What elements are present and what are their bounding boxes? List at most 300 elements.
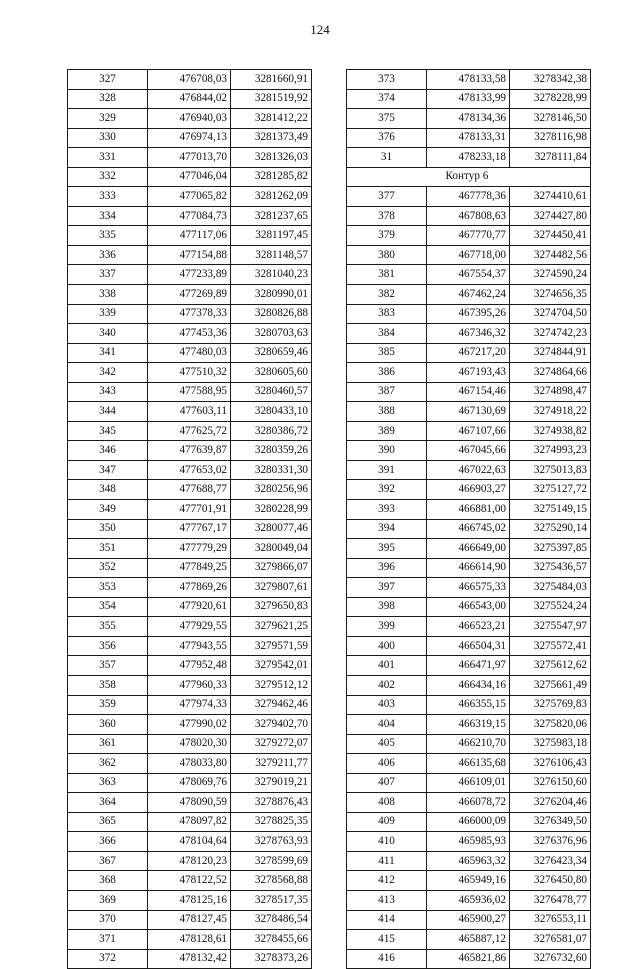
x-coordinate: 465821,86 (427, 949, 510, 969)
point-number: 331 (68, 148, 148, 168)
y-coordinate: 3274427,80 (510, 206, 591, 226)
x-coordinate: 478033,80 (148, 754, 231, 774)
table-row (347, 265, 591, 285)
point-number: 359 (68, 695, 148, 715)
point-number: 332 (68, 167, 148, 187)
point-number: 363 (68, 773, 148, 793)
table-row (347, 187, 591, 207)
point-number: 345 (68, 421, 148, 441)
point-number: 410 (347, 832, 427, 852)
x-coordinate: 477233,89 (148, 265, 231, 285)
table-row (347, 793, 591, 813)
y-coordinate: 3280826,88 (231, 304, 312, 324)
table-row (68, 617, 312, 637)
table-row (347, 128, 591, 148)
x-coordinate: 467718,00 (427, 245, 510, 265)
point-number: 352 (68, 558, 148, 578)
x-coordinate: 478128,61 (148, 930, 231, 950)
x-coordinate: 477849,25 (148, 558, 231, 578)
point-number: 389 (347, 421, 427, 441)
y-coordinate: 3274938,82 (510, 421, 591, 441)
point-number: 348 (68, 480, 148, 500)
point-number: 351 (68, 539, 148, 559)
x-coordinate: 477588,95 (148, 382, 231, 402)
point-number: 31 (347, 148, 427, 168)
point-number: 373 (347, 70, 427, 90)
point-number: 393 (347, 500, 427, 520)
x-coordinate: 477084,73 (148, 206, 231, 226)
table-row (347, 675, 591, 695)
x-coordinate: 477869,26 (148, 578, 231, 598)
table-row (68, 441, 312, 461)
x-coordinate: 467045,66 (427, 441, 510, 461)
y-coordinate: 3278825,35 (231, 812, 312, 832)
contour-header-row (347, 167, 591, 187)
y-coordinate: 3275820,06 (510, 715, 591, 735)
y-coordinate: 3275572,41 (510, 636, 591, 656)
point-number: 372 (68, 949, 148, 969)
y-coordinate: 3275149,15 (510, 500, 591, 520)
table-row (68, 285, 312, 305)
x-coordinate: 466434,16 (427, 675, 510, 695)
table-row (347, 930, 591, 950)
x-coordinate: 477117,06 (148, 226, 231, 246)
x-coordinate: 466078,72 (427, 793, 510, 813)
table-row (68, 832, 312, 852)
x-coordinate: 466614,90 (427, 558, 510, 578)
x-coordinate: 467107,66 (427, 421, 510, 441)
x-coordinate: 466575,33 (427, 578, 510, 598)
x-coordinate: 477639,87 (148, 441, 231, 461)
point-number: 381 (347, 265, 427, 285)
table-row (68, 265, 312, 285)
point-number: 377 (347, 187, 427, 207)
table-row (68, 70, 312, 90)
y-coordinate: 3274704,50 (510, 304, 591, 324)
point-number: 355 (68, 617, 148, 637)
y-coordinate: 3280049,04 (231, 539, 312, 559)
coordinates-table-left (67, 69, 312, 969)
point-number: 415 (347, 930, 427, 950)
y-coordinate: 3276423,34 (510, 851, 591, 871)
table-row (68, 773, 312, 793)
y-coordinate: 3278373,26 (231, 949, 312, 969)
y-coordinate: 3278486,54 (231, 910, 312, 930)
table-row (68, 304, 312, 324)
y-coordinate: 3275013,83 (510, 460, 591, 480)
x-coordinate: 477603,11 (148, 402, 231, 422)
y-coordinate: 3274482,56 (510, 245, 591, 265)
x-coordinate: 477625,72 (148, 421, 231, 441)
y-coordinate: 3281148,57 (231, 245, 312, 265)
y-coordinate: 3278228,99 (510, 89, 591, 109)
x-coordinate: 477480,03 (148, 343, 231, 363)
y-coordinate: 3279272,07 (231, 734, 312, 754)
contour-empty-cell (347, 167, 427, 187)
point-number: 370 (68, 910, 148, 930)
y-coordinate: 3278342,38 (510, 70, 591, 90)
point-number: 349 (68, 500, 148, 520)
table-row (347, 245, 591, 265)
x-coordinate: 467778,36 (427, 187, 510, 207)
x-coordinate: 466471,97 (427, 656, 510, 676)
table-row (68, 519, 312, 539)
x-coordinate: 477013,70 (148, 148, 231, 168)
x-coordinate: 478020,30 (148, 734, 231, 754)
table-row (68, 910, 312, 930)
x-coordinate: 467130,69 (427, 402, 510, 422)
y-coordinate: 3275769,83 (510, 695, 591, 715)
point-number: 384 (347, 324, 427, 344)
table-row (347, 304, 591, 324)
x-coordinate: 476844,02 (148, 89, 231, 109)
x-coordinate: 477653,02 (148, 460, 231, 480)
table-row (68, 89, 312, 109)
point-number: 360 (68, 715, 148, 735)
x-coordinate: 467154,46 (427, 382, 510, 402)
point-number: 403 (347, 695, 427, 715)
x-coordinate: 477779,29 (148, 539, 231, 559)
table-row (68, 636, 312, 656)
y-coordinate: 3278517,35 (231, 890, 312, 910)
table-row (68, 167, 312, 187)
point-number: 339 (68, 304, 148, 324)
y-coordinate: 3280331,30 (231, 460, 312, 480)
y-coordinate: 3274410,61 (510, 187, 591, 207)
table-row (347, 578, 591, 598)
y-coordinate: 3280460,57 (231, 382, 312, 402)
y-coordinate: 3279621,25 (231, 617, 312, 637)
coordinates-table-right (346, 69, 591, 969)
table-row (68, 343, 312, 363)
point-number: 358 (68, 675, 148, 695)
table-row (347, 715, 591, 735)
table-row (347, 695, 591, 715)
x-coordinate: 477960,33 (148, 675, 231, 695)
x-coordinate: 477065,82 (148, 187, 231, 207)
x-coordinate: 477929,55 (148, 617, 231, 637)
point-number: 391 (347, 460, 427, 480)
point-number: 374 (347, 89, 427, 109)
y-coordinate: 3280990,01 (231, 285, 312, 305)
x-coordinate: 476974,13 (148, 128, 231, 148)
x-coordinate: 478133,31 (427, 128, 510, 148)
table-row (68, 930, 312, 950)
table-row (68, 245, 312, 265)
point-number: 380 (347, 245, 427, 265)
y-coordinate: 3281373,49 (231, 128, 312, 148)
y-coordinate: 3276478,77 (510, 890, 591, 910)
y-coordinate: 3276732,60 (510, 949, 591, 969)
table-row (68, 382, 312, 402)
y-coordinate: 3276450,80 (510, 871, 591, 891)
x-coordinate: 477046,04 (148, 167, 231, 187)
y-coordinate: 3276376,96 (510, 832, 591, 852)
y-coordinate: 3281237,65 (231, 206, 312, 226)
x-coordinate: 477974,33 (148, 695, 231, 715)
point-number: 402 (347, 675, 427, 695)
point-number: 330 (68, 128, 148, 148)
point-number: 346 (68, 441, 148, 461)
table-row (68, 128, 312, 148)
point-number: 354 (68, 597, 148, 617)
y-coordinate: 3274993,23 (510, 441, 591, 461)
x-coordinate: 465936,02 (427, 890, 510, 910)
x-coordinate: 478069,76 (148, 773, 231, 793)
x-coordinate: 466543,00 (427, 597, 510, 617)
x-coordinate: 467022,63 (427, 460, 510, 480)
point-number: 398 (347, 597, 427, 617)
x-coordinate: 466355,15 (427, 695, 510, 715)
point-number: 408 (347, 793, 427, 813)
point-number: 405 (347, 734, 427, 754)
table-row (347, 70, 591, 90)
y-coordinate: 3281262,09 (231, 187, 312, 207)
table-row (347, 539, 591, 559)
table-row (68, 539, 312, 559)
y-coordinate: 3278599,69 (231, 851, 312, 871)
y-coordinate: 3276581,07 (510, 930, 591, 950)
table-row (68, 578, 312, 598)
point-number: 365 (68, 812, 148, 832)
x-coordinate: 466504,31 (427, 636, 510, 656)
y-coordinate: 3279402,70 (231, 715, 312, 735)
table-row (68, 793, 312, 813)
table-row (347, 500, 591, 520)
point-number: 342 (68, 363, 148, 383)
x-coordinate: 465887,12 (427, 930, 510, 950)
x-coordinate: 466210,70 (427, 734, 510, 754)
table-row (68, 715, 312, 735)
y-coordinate: 3275436,57 (510, 558, 591, 578)
point-number: 344 (68, 402, 148, 422)
x-coordinate: 465949,16 (427, 871, 510, 891)
point-number: 327 (68, 70, 148, 90)
point-number: 350 (68, 519, 148, 539)
table-row (68, 109, 312, 129)
y-coordinate: 3279650,83 (231, 597, 312, 617)
x-coordinate: 477952,48 (148, 656, 231, 676)
table-row (68, 421, 312, 441)
y-coordinate: 3276553,11 (510, 910, 591, 930)
point-number: 379 (347, 226, 427, 246)
x-coordinate: 478134,36 (427, 109, 510, 129)
y-coordinate: 3275484,03 (510, 578, 591, 598)
y-coordinate: 3275661,49 (510, 675, 591, 695)
y-coordinate: 3281197,45 (231, 226, 312, 246)
x-coordinate: 467395,26 (427, 304, 510, 324)
y-coordinate: 3276204,46 (510, 793, 591, 813)
point-number: 382 (347, 285, 427, 305)
y-coordinate: 3280359,26 (231, 441, 312, 461)
y-coordinate: 3280256,96 (231, 480, 312, 500)
x-coordinate: 478122,52 (148, 871, 231, 891)
table-row (347, 519, 591, 539)
table-row (68, 206, 312, 226)
point-number: 353 (68, 578, 148, 598)
y-coordinate: 3275127,72 (510, 480, 591, 500)
x-coordinate: 478120,23 (148, 851, 231, 871)
table-row (68, 812, 312, 832)
point-number: 411 (347, 851, 427, 871)
table-row (68, 148, 312, 168)
y-coordinate: 3281285,82 (231, 167, 312, 187)
table-row (347, 324, 591, 344)
y-coordinate: 3274450,41 (510, 226, 591, 246)
x-coordinate: 478125,16 (148, 890, 231, 910)
x-coordinate: 466903,27 (427, 480, 510, 500)
y-coordinate: 3279019,21 (231, 773, 312, 793)
point-number: 338 (68, 285, 148, 305)
point-number: 383 (347, 304, 427, 324)
y-coordinate: 3280703,63 (231, 324, 312, 344)
y-coordinate: 3274898,47 (510, 382, 591, 402)
point-number: 340 (68, 324, 148, 344)
x-coordinate: 467808,63 (427, 206, 510, 226)
y-coordinate: 3275524,24 (510, 597, 591, 617)
table-row (68, 187, 312, 207)
y-coordinate: 3279462,46 (231, 695, 312, 715)
x-coordinate: 466109,01 (427, 773, 510, 793)
table-row (68, 226, 312, 246)
point-number: 366 (68, 832, 148, 852)
point-number: 369 (68, 890, 148, 910)
point-number: 401 (347, 656, 427, 676)
x-coordinate: 477688,77 (148, 480, 231, 500)
x-coordinate: 478132,42 (148, 949, 231, 969)
point-number: 334 (68, 206, 148, 226)
y-coordinate: 3275612,62 (510, 656, 591, 676)
point-number: 362 (68, 754, 148, 774)
y-coordinate: 3280077,46 (231, 519, 312, 539)
table-row (347, 206, 591, 226)
x-coordinate: 467193,43 (427, 363, 510, 383)
table-row (68, 871, 312, 891)
page-number: 124 (310, 22, 330, 37)
point-number: 376 (347, 128, 427, 148)
point-number: 409 (347, 812, 427, 832)
x-coordinate: 477943,55 (148, 636, 231, 656)
x-coordinate: 465985,93 (427, 832, 510, 852)
point-number: 328 (68, 89, 148, 109)
x-coordinate: 478104,64 (148, 832, 231, 852)
y-coordinate: 3280228,99 (231, 500, 312, 520)
x-coordinate: 477767,17 (148, 519, 231, 539)
x-coordinate: 478127,45 (148, 910, 231, 930)
y-coordinate: 3274656,35 (510, 285, 591, 305)
point-number: 390 (347, 441, 427, 461)
table-row (347, 285, 591, 305)
point-number: 343 (68, 382, 148, 402)
x-coordinate: 478133,99 (427, 89, 510, 109)
point-number: 335 (68, 226, 148, 246)
y-coordinate: 3278455,66 (231, 930, 312, 950)
table-row (347, 890, 591, 910)
point-number: 361 (68, 734, 148, 754)
y-coordinate: 3281326,03 (231, 148, 312, 168)
x-coordinate: 476708,03 (148, 70, 231, 90)
y-coordinate: 3278763,93 (231, 832, 312, 852)
point-number: 400 (347, 636, 427, 656)
table-row (347, 871, 591, 891)
point-number: 375 (347, 109, 427, 129)
point-number: 399 (347, 617, 427, 637)
point-number: 414 (347, 910, 427, 930)
x-coordinate: 466135,68 (427, 754, 510, 774)
table-row (347, 89, 591, 109)
table-row (347, 832, 591, 852)
y-coordinate: 3275290,14 (510, 519, 591, 539)
y-coordinate: 3281040,23 (231, 265, 312, 285)
point-number: 368 (68, 871, 148, 891)
point-number: 406 (347, 754, 427, 774)
table-row (68, 363, 312, 383)
point-number: 329 (68, 109, 148, 129)
x-coordinate: 477269,89 (148, 285, 231, 305)
x-coordinate: 478233,18 (427, 148, 510, 168)
point-number: 367 (68, 851, 148, 871)
contour-label: Контур 6 (427, 167, 591, 187)
point-number: 416 (347, 949, 427, 969)
x-coordinate: 465963,32 (427, 851, 510, 871)
x-coordinate: 466319,15 (427, 715, 510, 735)
y-coordinate: 3279512,12 (231, 675, 312, 695)
x-coordinate: 467770,77 (427, 226, 510, 246)
point-number: 395 (347, 539, 427, 559)
table-row (347, 343, 591, 363)
y-coordinate: 3278111,84 (510, 148, 591, 168)
y-coordinate: 3279571,59 (231, 636, 312, 656)
x-coordinate: 478090,59 (148, 793, 231, 813)
x-coordinate: 477701,91 (148, 500, 231, 520)
point-number: 385 (347, 343, 427, 363)
point-number: 386 (347, 363, 427, 383)
y-coordinate: 3276349,50 (510, 812, 591, 832)
table-row (68, 324, 312, 344)
table-row (347, 910, 591, 930)
point-number: 364 (68, 793, 148, 813)
point-number: 357 (68, 656, 148, 676)
x-coordinate: 476940,03 (148, 109, 231, 129)
x-coordinate: 466745,02 (427, 519, 510, 539)
y-coordinate: 3280433,10 (231, 402, 312, 422)
table-row (68, 890, 312, 910)
y-coordinate: 3278568,88 (231, 871, 312, 891)
y-coordinate: 3276150,60 (510, 773, 591, 793)
x-coordinate: 477154,88 (148, 245, 231, 265)
table-row (347, 460, 591, 480)
point-number: 337 (68, 265, 148, 285)
table-row (68, 460, 312, 480)
point-number: 347 (68, 460, 148, 480)
point-number: 378 (347, 206, 427, 226)
y-coordinate: 3281519,92 (231, 89, 312, 109)
point-number: 387 (347, 382, 427, 402)
point-number: 404 (347, 715, 427, 735)
y-coordinate: 3274590,24 (510, 265, 591, 285)
table-row (68, 480, 312, 500)
point-number: 336 (68, 245, 148, 265)
y-coordinate: 3274918,22 (510, 402, 591, 422)
table-row (347, 617, 591, 637)
point-number: 341 (68, 343, 148, 363)
point-number: 397 (347, 578, 427, 598)
point-number: 407 (347, 773, 427, 793)
x-coordinate: 477378,33 (148, 304, 231, 324)
table-row (347, 441, 591, 461)
point-number: 412 (347, 871, 427, 891)
table-row (347, 363, 591, 383)
